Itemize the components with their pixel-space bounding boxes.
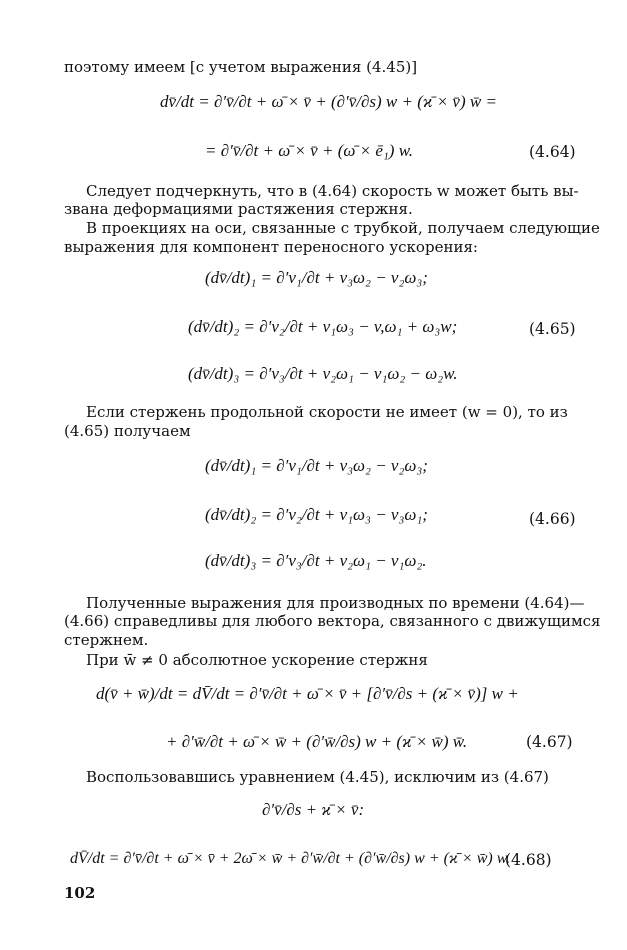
text-line: (4.66) справедливы для любого вектора, связанного с движущимся [64, 612, 601, 630]
text-line: (4.65) получаем [64, 422, 191, 440]
text-line: В проекциях на оси, связанные с трубкой, получаем следующие [86, 219, 600, 237]
equation-line: (dv̄/dt)₃ = ∂′v₃/∂t + v₂ω₁ − v₁ω₂. [205, 551, 427, 570]
text-line: стержнем. [64, 631, 149, 649]
equation-line: = ∂′v̄/∂t + ω̄ × v̄ + (ω̄ × ē₁) w. [205, 141, 414, 160]
text-line: выражения для компонент переносного ускорения: [64, 238, 478, 256]
equation-line: dv̄/dt = ∂′v̄/∂t + ω̄ × v̄ + (∂′v̄/∂s) w + (ϰ̄ × v̄) w̄ = [160, 92, 497, 111]
equation-number: (4.67) [526, 733, 573, 751]
equation-line: dV̄/dt = ∂′v̄/∂t + ω̄ × v̄ + 2ω̄ × w̄ + ∂′w̄/∂t + (∂′w̄/∂s) w + (ϰ̄ × w̄) w. [70, 850, 511, 867]
equation-line: (dv̄/dt)₁ = ∂′v₁/∂t + v₃ω₂ − v₂ω₃; [205, 268, 428, 287]
text-line: Следует подчеркнуть, что в (4.64) скорость w может быть вы- [86, 182, 579, 200]
equation-number: (4.68) [505, 851, 552, 869]
text-line: Воспользовавшись уравнением (4.45), исключим из (4.67) [86, 768, 549, 786]
equation-number: (4.65) [529, 320, 576, 338]
text-line: поэтому имеем [с учетом выражения (4.45)] [64, 58, 418, 76]
equation-line: (dv̄/dt)₁ = ∂′v₁/∂t + v₃ω₂ − v₂ω₃; [205, 456, 428, 475]
equation-line: (dv̄/dt)₃ = ∂′v₃/∂t + v₂ω₁ − v₁ω₂ − ω₂w. [188, 364, 458, 383]
text-line: звана деформациями растяжения стержня. [64, 200, 413, 218]
equation-line: (dv̄/dt)₂ = ∂′v₂/∂t + v₁ω₃ − v,ω₁ + ω₃w; [188, 317, 458, 336]
equation-line: (dv̄/dt)₂ = ∂′v₂/∂t + v₁ω₃ − v₃ω₁; [205, 505, 428, 524]
text-line: При w̄ ≠ 0 абсолютное ускорение стержня [86, 651, 428, 669]
equation-line: ∂′v̄/∂s + ϰ̄ × v̄: [262, 800, 365, 819]
page-number: 102 [64, 884, 96, 902]
equation-number: (4.66) [529, 510, 576, 528]
equation-line: + ∂′w̄/∂t + ω̄ × w̄ + (∂′w̄/∂s) w + (ϰ̄ × w̄) w̄. [166, 732, 468, 751]
equation-line: d(v̄ + w̄)/dt = dV̄/dt = ∂′v̄/∂t + ω̄ × v̄ + [∂′v̄/∂s + (ϰ̄ × v̄)] w + [96, 684, 519, 703]
equation-number: (4.64) [529, 143, 576, 161]
text-line: Полученные выражения для производных по времени (4.64)— [86, 594, 585, 612]
text-line: Если стержень продольной скорости не имеет (w = 0), то из [86, 403, 568, 421]
